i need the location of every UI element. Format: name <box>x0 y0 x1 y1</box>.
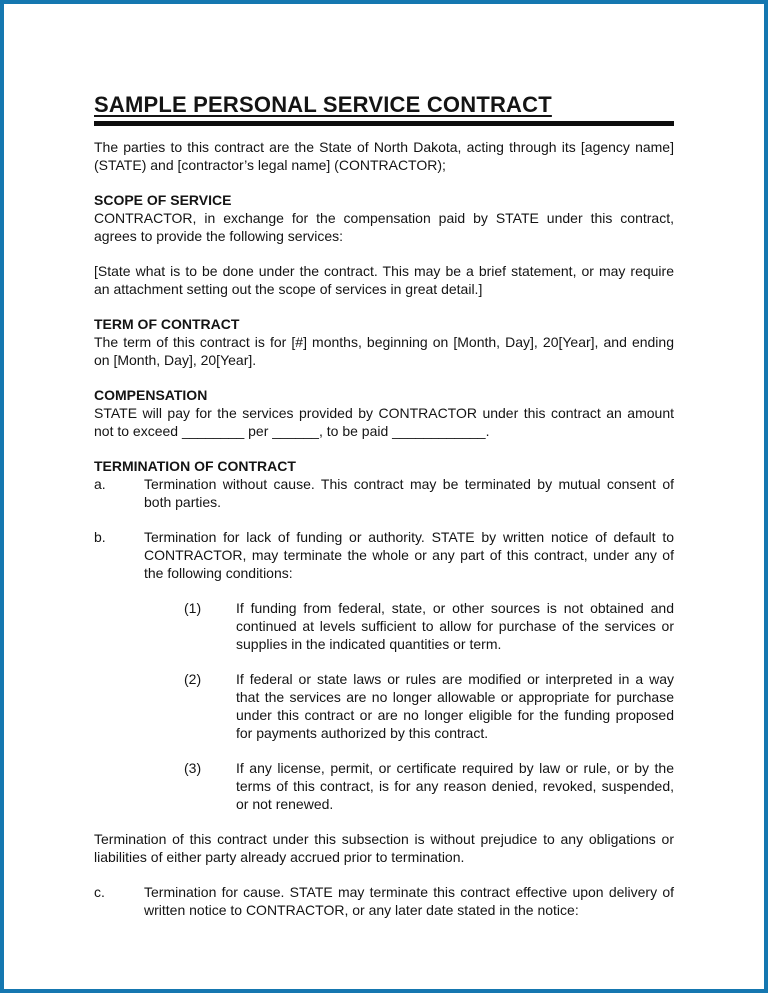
scope-paragraph-2: [State what is to be done under the contract. This may be a brief statement, or may require an attachment setting out the scope of services in great detail.] <box>94 263 674 297</box>
section-compensation <box>94 386 674 440</box>
list-text-3: If any license, permit, or certificate required by law or rule, or by the terms of this contract, is for any reason denied, revoked, suspended, or not renewed. <box>236 760 674 812</box>
term-paragraph: The term of this contract is for [#] months, beginning on [Month, Day], 20[Year], and ending on [Month, Day], 20[Year]. <box>94 334 674 368</box>
termination-note-paragraph: Termination of this contract under this subsection is without prejudice to any obligations or liabilities of either party already accrued prior to termination. <box>94 831 674 865</box>
scope-paragraph-1: CONTRACTOR, in exchange for the compensation paid by STATE under this contract, agrees to provide the following services: <box>94 210 674 244</box>
section-heading-compensation: COMPENSATION <box>94 387 208 403</box>
section-termination <box>94 457 674 919</box>
list-marker-b: b. <box>94 529 106 545</box>
list-item-b <box>94 528 674 582</box>
list-marker-1: (1) <box>184 600 202 616</box>
section-scope-of-service <box>94 191 674 298</box>
section-term-of-contract <box>94 315 674 369</box>
list-item-a <box>94 475 674 511</box>
list-text-c: Termination for cause. STATE may terminate this contract effective upon delivery of written notice to CONTRACTOR, or any later date stated in the notice: <box>144 884 674 918</box>
list-text-b: Termination for lack of funding or authority. STATE by written notice of default to CONTRACTOR, may terminate the whole or any part of this contract, under any of the following conditions: <box>144 529 674 581</box>
contract-content <box>4 4 764 919</box>
list-text-2: If federal or state laws or rules are modified or interpreted in a way that the services are no longer allowable or appropriate for purchase under this contract or are no longer eligible for the funding proposed for payments authorized by this contract. <box>236 671 674 741</box>
document-title: SAMPLE PERSONAL SERVICE CONTRACT <box>94 92 552 117</box>
list-text-a: Termination without cause. This contract may be terminated by mutual consent of both parties. <box>144 476 674 510</box>
section-heading-scope: SCOPE OF SERVICE <box>94 192 232 208</box>
list-item-1 <box>184 599 674 653</box>
list-item-c <box>94 883 674 919</box>
list-marker-3: (3) <box>184 760 202 776</box>
section-heading-termination: TERMINATION OF CONTRACT <box>94 458 296 474</box>
section-heading-term: TERM OF CONTRACT <box>94 316 240 332</box>
title-rule <box>94 121 674 126</box>
list-marker-a: a. <box>94 476 106 492</box>
list-marker-c: c. <box>94 884 105 900</box>
list-item-3 <box>184 759 674 813</box>
intro-paragraph: The parties to this contract are the State of North Dakota, acting through its [agency name] (STATE) and [contractor’s legal name] (CONTRACTOR); <box>94 139 674 173</box>
list-item-2 <box>184 670 674 742</box>
compensation-paragraph: STATE will pay for the services provided by CONTRACTOR under this contract an amount not to exceed ________ per ______, to be paid ____________. <box>94 405 674 439</box>
list-marker-2: (2) <box>184 671 202 687</box>
list-text-1: If funding from federal, state, or other sources is not obtained and continued at levels sufficient to allow for purchase of the services or supplies in the indicated quantities or term. <box>236 600 674 652</box>
